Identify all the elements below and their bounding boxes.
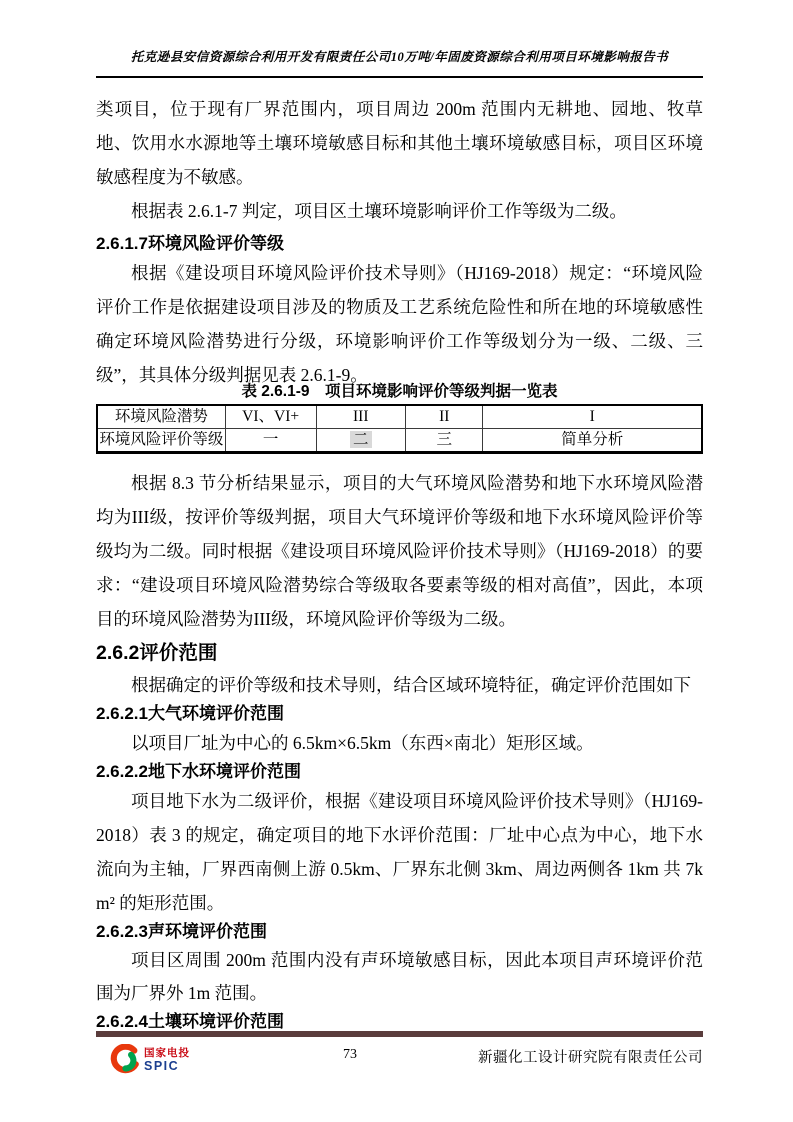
paragraph-air-scope: 以项目厂址为中心的 6.5km×6.5km（东西×南北）矩形区域。 — [131, 733, 594, 753]
footer-rule — [96, 1031, 703, 1037]
table-cell: VI、VI+ — [225, 405, 316, 429]
paragraph-groundwater-scope: 项目地下水为二级评价，根据《建设项目环境风险评价技术导则》（HJ169-2018）表 3 的规定，确定项目的地下水评价范围：厂址中心点为中心，地下水流向为主轴，厂界西南侧上游 0.5km、厂界东北侧 3km、周边两侧各 1km 共 7km² 的矩形范围。 — [96, 791, 703, 913]
table-cell-highlighted — [316, 429, 406, 453]
risk-level-table — [96, 404, 703, 454]
page-footer — [96, 1031, 703, 1090]
paragraph-risk-intro: 根据《建设项目环境风险评价技术导则》（HJ169-2018）规定：“环境风险评价工作是依据建设项目涉及的物质及工艺系统危险性和所在地的环境敏感性确定环境风险潜势进行分级，环境影响评价工作等级划分为一级、二级、三级”，其具体分级判据见表 2.6.1-9。 — [96, 263, 703, 385]
table-cell: I — [483, 405, 702, 429]
spic-logo — [108, 1044, 190, 1076]
paragraph-soil-sensitivity: 类项目，位于现有厂界范围内，项目周边 200m 范围内无耕地、园地、牧草地、饮用水水源地等土壤环境敏感目标和其他土壤环境敏感目标，项目区环境敏感程度为不敏感。 — [96, 99, 703, 187]
table-cell: 环境风险潜势 — [97, 405, 225, 429]
highlighted-value: 二 — [350, 431, 372, 448]
heading-2624-soil-scope: 2.6.2.4土壤环境评价范围 — [96, 1012, 284, 1031]
table-cell: 三 — [406, 429, 483, 453]
page-header — [96, 48, 703, 78]
table-row-evaluation-level — [97, 429, 702, 453]
logo-text-en: SPIC — [144, 1059, 180, 1073]
heading-262-scope: 2.6.2评价范围 — [96, 642, 218, 664]
table-title: 表 2.6.1-9 项目环境影响评价等级判据一览表 — [241, 383, 558, 400]
header-rule — [96, 76, 703, 78]
heading-2622-groundwater-scope: 2.6.2.2地下水环境评价范围 — [96, 762, 301, 781]
table-cell: II — [406, 405, 483, 429]
heading-2621-air-scope: 2.6.2.1大气环境评价范围 — [96, 704, 284, 723]
footer-company-name: 新疆化工设计研究院有限责任公司 — [478, 1050, 703, 1066]
heading-2623-noise-scope: 2.6.2.3声环境评价范围 — [96, 922, 267, 941]
paragraph-risk-conclusion: 根据 8.3 节分析结果显示，项目的大气环境风险潜势和地下水环境风险潜均为III级，按评价等级判据，项目大气环境评价等级和地下水环境风险评价等级均为二级。同时根据《建设项目环境风险评价技术导则》（HJ169-2018）的要求：“建设项目环境风险潜势综合等级取各要素等级的相对高值”，因此，本项目的环境风险潜势为III级，环境风险评价等级为二级。 — [96, 473, 703, 629]
table-cell: 环境风险评价等级 — [97, 429, 225, 453]
page-number: 73 — [343, 1047, 357, 1062]
paragraph-noise-scope: 项目区周围 200m 范围内没有声环境敏感目标，因此本项目声环境评价范围为厂界外 1m 范围。 — [96, 950, 703, 1003]
header-title: 托克逊县安信资源综合利用开发有限责任公司10万吨/年固废资源综合利用项目环境影响报告书 — [130, 50, 669, 64]
table-cell: 简单分析 — [483, 429, 702, 453]
table-cell: III — [316, 405, 406, 429]
heading-2617-risk-level: 2.6.1.7环境风险评价等级 — [96, 234, 284, 253]
page-content — [96, 92, 703, 1034]
paragraph-soil-conclusion: 根据表 2.6.1-7 判定，项目区土壤环境影响评价工作等级为二级。 — [131, 201, 627, 221]
logo-text-cn: 国家电投 — [144, 1047, 190, 1059]
table-row-risk-potential — [97, 405, 702, 429]
paragraph-scope-intro: 根据确定的评价等级和技术导则，结合区域环境特征，确定评价范围如下 — [131, 675, 691, 695]
spic-swirl-icon — [108, 1044, 140, 1076]
table-cell: 一 — [225, 429, 316, 453]
